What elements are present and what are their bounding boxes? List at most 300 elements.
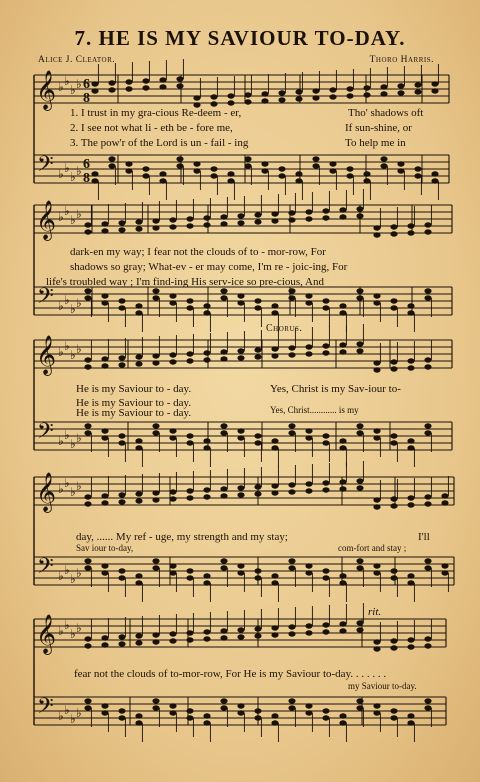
notehead — [254, 568, 261, 573]
notehead — [84, 705, 91, 710]
verse-1-line-2: dark-en my way; I fear not the clouds of to - mor-row, For — [70, 246, 326, 258]
notehead — [91, 88, 98, 93]
notehead — [203, 222, 210, 227]
notehead — [186, 568, 193, 573]
notehead — [101, 356, 108, 361]
notehead — [390, 575, 397, 580]
notehead — [84, 423, 91, 428]
notehead — [271, 720, 278, 725]
notehead — [101, 363, 108, 368]
notehead — [390, 305, 397, 310]
notehead — [118, 568, 125, 573]
notehead — [424, 423, 431, 428]
notehead — [254, 440, 261, 445]
notehead — [288, 423, 295, 428]
flat-sign: ♭ — [64, 428, 70, 442]
flat-sign: ♭ — [58, 167, 64, 181]
notehead — [407, 502, 414, 507]
notehead — [424, 643, 431, 648]
notehead — [329, 168, 336, 173]
notehead — [142, 85, 149, 90]
notehead — [118, 305, 125, 310]
notehead — [169, 224, 176, 229]
notehead — [186, 216, 193, 221]
notehead — [176, 76, 183, 81]
flat-sign: ♭ — [76, 431, 82, 445]
notehead — [84, 698, 91, 703]
notehead — [237, 355, 244, 360]
notehead — [288, 217, 295, 222]
flat-sign: ♭ — [58, 299, 64, 313]
notehead — [288, 558, 295, 563]
notehead — [339, 621, 346, 626]
notehead — [356, 558, 363, 563]
notehead — [84, 357, 91, 362]
notehead — [390, 359, 397, 364]
notehead — [424, 565, 431, 570]
flat-sign: ♭ — [76, 342, 82, 356]
notehead — [407, 573, 414, 578]
flat-sign: ♭ — [76, 77, 82, 91]
bass-clef: 𝄢 — [37, 694, 54, 724]
notehead — [135, 491, 142, 496]
notehead — [373, 428, 380, 433]
notehead — [125, 161, 132, 166]
time-sig-bass: 8 — [83, 171, 90, 186]
notehead — [407, 637, 414, 642]
notehead — [407, 495, 414, 500]
notehead — [169, 703, 176, 708]
notehead — [118, 708, 125, 713]
chorus-line-2: He is my Saviour to - day. — [76, 397, 192, 409]
flat-sign: ♭ — [70, 348, 76, 362]
notehead — [91, 178, 98, 183]
notehead — [390, 708, 397, 713]
notehead — [373, 232, 380, 237]
flat-sign: ♭ — [64, 293, 70, 307]
composer-credit: Thoro Harris. — [369, 55, 434, 65]
notehead — [203, 720, 210, 725]
notehead — [271, 438, 278, 443]
notehead — [339, 628, 346, 633]
notehead — [118, 440, 125, 445]
notehead — [305, 488, 312, 493]
notehead — [407, 365, 414, 370]
flat-sign: ♭ — [70, 302, 76, 316]
notehead — [108, 80, 115, 85]
notehead — [288, 698, 295, 703]
notehead — [295, 171, 302, 176]
notehead — [227, 178, 234, 183]
flat-sign: ♭ — [58, 80, 64, 94]
notehead — [237, 634, 244, 639]
notehead — [312, 163, 319, 168]
notehead — [305, 435, 312, 440]
notehead — [356, 627, 363, 632]
notehead — [261, 91, 268, 96]
notehead — [339, 310, 346, 315]
notehead — [210, 166, 217, 171]
notehead — [244, 163, 251, 168]
notehead — [339, 479, 346, 484]
notehead — [152, 705, 159, 710]
verse-2-line-1-end: If sun-shine, or — [345, 122, 412, 134]
notehead — [373, 646, 380, 651]
notehead — [237, 563, 244, 568]
notehead — [237, 220, 244, 225]
notehead — [186, 630, 193, 635]
notehead — [322, 575, 329, 580]
notehead — [254, 575, 261, 580]
notehead — [176, 163, 183, 168]
notehead — [424, 295, 431, 300]
notehead — [237, 213, 244, 218]
notehead — [84, 288, 91, 293]
notehead — [271, 303, 278, 308]
flat-sign: ♭ — [64, 618, 70, 632]
notehead — [193, 95, 200, 100]
notehead — [390, 433, 397, 438]
notehead — [339, 438, 346, 443]
notehead — [101, 228, 108, 233]
notehead — [288, 489, 295, 494]
notehead — [424, 229, 431, 234]
notehead — [227, 93, 234, 98]
notehead — [220, 349, 227, 354]
chorus-bass-line-5: my Saviour to-day. — [348, 681, 417, 691]
notehead — [390, 503, 397, 508]
notehead — [390, 645, 397, 650]
notehead — [135, 640, 142, 645]
notehead — [101, 300, 108, 305]
notehead — [356, 485, 363, 490]
notehead — [220, 356, 227, 361]
notehead — [271, 580, 278, 585]
notehead — [424, 364, 431, 369]
notehead — [373, 563, 380, 568]
notehead — [288, 288, 295, 293]
notehead — [152, 565, 159, 570]
notehead — [220, 288, 227, 293]
notehead — [346, 166, 353, 171]
flat-sign: ♭ — [58, 624, 64, 638]
notehead — [322, 487, 329, 492]
notehead — [407, 720, 414, 725]
flat-sign: ♭ — [70, 83, 76, 97]
notehead — [271, 490, 278, 495]
notehead — [101, 221, 108, 226]
verse-3-line-2: life's troubled way ; I'm find-ing His serv-ice so pre-cious, And — [46, 276, 324, 288]
notehead — [237, 492, 244, 497]
notehead — [118, 355, 125, 360]
notehead — [169, 293, 176, 298]
notehead — [91, 171, 98, 176]
notehead — [152, 632, 159, 637]
treble-clef: 𝄞 — [36, 200, 57, 240]
notehead — [135, 498, 142, 503]
notehead — [169, 570, 176, 575]
notehead — [390, 715, 397, 720]
notehead — [227, 100, 234, 105]
notehead — [271, 713, 278, 718]
notehead — [101, 493, 108, 498]
verse-3-line-1: 3. The pow'r of the Lord is un - fail - ing — [70, 137, 249, 149]
notehead — [169, 217, 176, 222]
notehead — [142, 173, 149, 178]
notehead — [346, 173, 353, 178]
chorus-line-3a: He is my Saviour to - day. — [76, 407, 192, 419]
notehead — [329, 161, 336, 166]
notehead — [159, 178, 166, 183]
notehead — [373, 710, 380, 715]
notehead — [380, 156, 387, 161]
notehead — [210, 101, 217, 106]
notehead — [407, 438, 414, 443]
notehead — [254, 491, 261, 496]
notehead — [176, 156, 183, 161]
bass-clef: 𝄢 — [37, 284, 54, 314]
notehead — [431, 81, 438, 86]
notehead — [346, 86, 353, 91]
notehead — [278, 90, 285, 95]
notehead — [203, 445, 210, 450]
notehead — [220, 705, 227, 710]
notehead — [254, 347, 261, 352]
flat-sign: ♭ — [58, 345, 64, 359]
notehead — [305, 300, 312, 305]
notehead — [424, 705, 431, 710]
notehead — [322, 440, 329, 445]
notehead — [373, 360, 380, 365]
notehead — [101, 570, 108, 575]
notehead — [152, 430, 159, 435]
notehead — [101, 642, 108, 647]
notehead — [203, 310, 210, 315]
notehead — [390, 298, 397, 303]
notehead — [186, 358, 193, 363]
notehead — [322, 343, 329, 348]
notehead — [118, 227, 125, 232]
notehead — [152, 360, 159, 365]
notehead — [414, 173, 421, 178]
notehead — [322, 208, 329, 213]
notehead — [152, 353, 159, 358]
notehead — [84, 501, 91, 506]
notehead — [373, 639, 380, 644]
notehead — [237, 703, 244, 708]
notehead — [339, 573, 346, 578]
chorus-line-4a: day, ...... My ref - uge, my strength and my stay; — [76, 531, 288, 543]
notehead — [152, 639, 159, 644]
notehead — [84, 565, 91, 570]
notehead — [329, 94, 336, 99]
verse-2-line-1: 2. I see not what li - eth be - fore me, — [70, 122, 233, 134]
notehead — [186, 708, 193, 713]
notehead — [169, 563, 176, 568]
notehead — [203, 438, 210, 443]
notehead — [441, 500, 448, 505]
flat-sign: ♭ — [70, 485, 76, 499]
notehead — [84, 558, 91, 563]
lyricist-credit: Alice J. Cleator. — [38, 55, 116, 65]
notehead — [84, 494, 91, 499]
notehead — [101, 563, 108, 568]
notehead — [169, 428, 176, 433]
notehead — [373, 225, 380, 230]
flat-sign: ♭ — [64, 74, 70, 88]
notehead — [339, 349, 346, 354]
notehead — [373, 293, 380, 298]
notehead — [397, 90, 404, 95]
notehead — [101, 703, 108, 708]
notehead — [142, 166, 149, 171]
notehead — [186, 433, 193, 438]
notehead — [169, 710, 176, 715]
notehead — [380, 84, 387, 89]
notehead — [373, 497, 380, 502]
notehead — [288, 565, 295, 570]
notehead — [254, 626, 261, 631]
notehead — [152, 288, 159, 293]
notehead — [220, 221, 227, 226]
notehead — [203, 494, 210, 499]
notehead — [288, 352, 295, 357]
flat-sign: ♭ — [64, 204, 70, 218]
notehead — [169, 489, 176, 494]
notehead — [135, 633, 142, 638]
notehead — [135, 354, 142, 359]
notehead — [356, 478, 363, 483]
notehead — [237, 710, 244, 715]
time-sig-treble: 6 — [83, 77, 90, 92]
notehead — [339, 486, 346, 491]
notehead — [322, 215, 329, 220]
notehead — [169, 638, 176, 643]
chorus-line-5: fear not the clouds of to-mor-row, For He is my Saviour to-day. . . . . . . — [74, 668, 387, 680]
notehead — [152, 225, 159, 230]
notehead — [152, 497, 159, 502]
notehead — [237, 300, 244, 305]
notehead — [278, 97, 285, 102]
notehead — [254, 219, 261, 224]
flat-sign: ♭ — [58, 482, 64, 496]
notehead — [135, 438, 142, 443]
notehead — [244, 156, 251, 161]
notehead — [203, 636, 210, 641]
notehead — [356, 341, 363, 346]
flat-sign: ♭ — [70, 712, 76, 726]
notehead — [220, 698, 227, 703]
notehead — [142, 78, 149, 83]
notehead — [84, 295, 91, 300]
notehead — [84, 430, 91, 435]
chorus-bass-line-4b: com-fort and stay ; — [338, 543, 407, 553]
notehead — [169, 435, 176, 440]
notehead — [203, 580, 210, 585]
notehead — [108, 156, 115, 161]
notehead — [271, 218, 278, 223]
notehead — [390, 440, 397, 445]
notehead — [346, 93, 353, 98]
notehead — [101, 710, 108, 715]
bass-clef: 𝄢 — [37, 554, 54, 584]
notehead — [125, 79, 132, 84]
notehead — [84, 364, 91, 369]
notehead — [363, 171, 370, 176]
notehead — [305, 703, 312, 708]
notehead — [254, 715, 261, 720]
notehead — [261, 98, 268, 103]
notehead — [193, 168, 200, 173]
notehead — [203, 573, 210, 578]
notehead — [407, 230, 414, 235]
flat-sign: ♭ — [70, 170, 76, 184]
flat-sign: ♭ — [64, 339, 70, 353]
notehead — [254, 708, 261, 713]
notehead — [278, 173, 285, 178]
notehead — [288, 345, 295, 350]
notehead — [118, 575, 125, 580]
time-sig-bass: 6 — [83, 157, 90, 172]
notehead — [363, 178, 370, 183]
notehead — [118, 492, 125, 497]
notehead — [356, 348, 363, 353]
notehead — [390, 638, 397, 643]
notehead — [305, 623, 312, 628]
notehead — [441, 563, 448, 568]
notehead — [118, 641, 125, 646]
verse-1-line-1-end: Tho' shadows oft — [348, 107, 424, 119]
notehead — [271, 573, 278, 578]
notehead — [407, 445, 414, 450]
notehead — [322, 480, 329, 485]
notehead — [125, 86, 132, 91]
notehead — [305, 630, 312, 635]
notehead — [220, 635, 227, 640]
notehead — [407, 303, 414, 308]
chorus-line-1b: Yes, Christ is my Sav-iour to- — [270, 383, 401, 395]
notehead — [278, 166, 285, 171]
notehead — [203, 215, 210, 220]
notehead — [322, 298, 329, 303]
flat-sign: ♭ — [58, 210, 64, 224]
treble-clef: 𝄞 — [36, 70, 57, 110]
notehead — [424, 288, 431, 293]
notehead — [186, 305, 193, 310]
flat-sign: ♭ — [76, 621, 82, 635]
notehead — [118, 362, 125, 367]
notehead — [305, 428, 312, 433]
flat-sign: ♭ — [76, 479, 82, 493]
flat-sign: ♭ — [76, 706, 82, 720]
notehead — [101, 635, 108, 640]
notehead — [254, 484, 261, 489]
treble-clef: 𝄞 — [36, 614, 57, 654]
flat-sign: ♭ — [70, 213, 76, 227]
notehead — [203, 357, 210, 362]
notehead — [210, 94, 217, 99]
notehead — [135, 720, 142, 725]
notehead — [220, 214, 227, 219]
notehead — [390, 568, 397, 573]
flat-sign: ♭ — [70, 627, 76, 641]
flat-sign: ♭ — [64, 563, 70, 577]
notehead — [254, 433, 261, 438]
chorus-bass-line-4a: Sav iour to-day, — [76, 543, 134, 553]
notehead — [152, 423, 159, 428]
notehead — [356, 565, 363, 570]
notehead — [373, 570, 380, 575]
